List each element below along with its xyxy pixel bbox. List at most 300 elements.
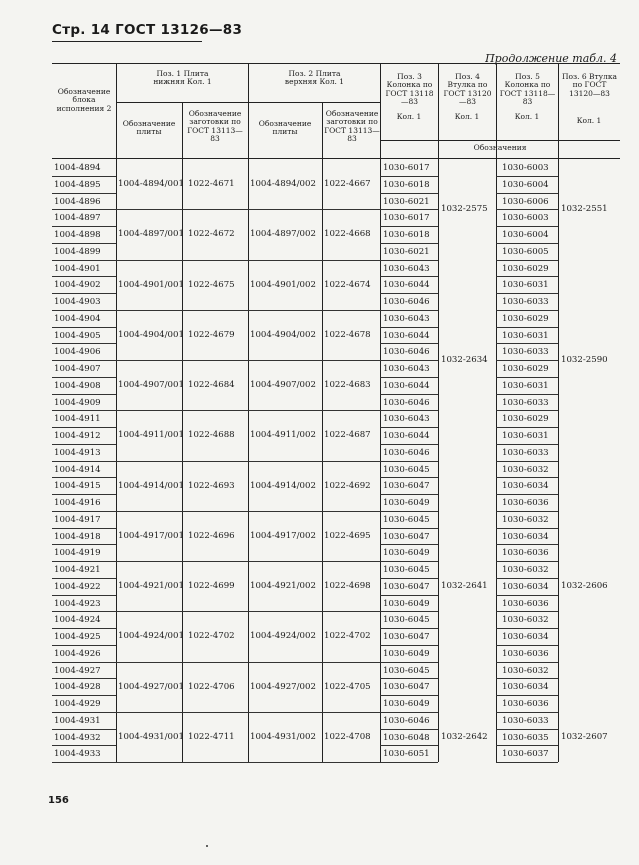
- pos5-rule: [496, 360, 558, 361]
- pos3-value: 1030-6021: [383, 246, 430, 257]
- pos3-rule: [380, 243, 438, 244]
- pos5-value: 1030-6036: [502, 598, 549, 609]
- pos1-plate: 1004-4904/001: [118, 329, 184, 340]
- pos3-rule: [380, 427, 438, 428]
- pos5-rule: [496, 260, 558, 261]
- pos3-value: 1030-6049: [383, 498, 430, 508]
- pos1-blank: 1022-4706: [188, 681, 235, 692]
- row-rule: [52, 578, 116, 579]
- pos1-plate: 1004-4901/001: [118, 279, 184, 290]
- row-rule: [52, 494, 116, 495]
- pos1-plate: 1004-4914/001: [118, 480, 184, 491]
- row-rule: [52, 360, 116, 361]
- pos3-rule: [380, 394, 438, 395]
- pos3-rule: [380, 762, 438, 763]
- pos4-value: 1032-2575: [441, 204, 488, 215]
- pos3-rule: [380, 511, 438, 512]
- row-rule: [52, 561, 116, 562]
- pos5-value: 1030-6029: [502, 364, 549, 374]
- row-rule: [52, 745, 116, 746]
- pos1-plate: 1004-4911/001: [118, 430, 184, 441]
- row-designation: 1004-4911: [54, 414, 101, 425]
- pos1-plate: 1004-4907/001: [118, 380, 184, 391]
- pos3-value: 1030-6043: [383, 414, 430, 425]
- pos5-value: 1030-6034: [502, 581, 549, 592]
- row-designation: 1004-4897: [54, 213, 101, 224]
- pos1-blank: 1022-4672: [188, 229, 235, 240]
- group-rule: [116, 662, 380, 663]
- pos2-blank: 1022-4698: [324, 581, 371, 592]
- pos5-qty: Кол. 1: [514, 112, 540, 121]
- pos5-value: 1030-6029: [502, 414, 549, 425]
- row-designation: 1004-4925: [54, 632, 101, 642]
- pos3-rule: [380, 260, 438, 261]
- pos3-rule: [380, 209, 438, 210]
- pos2-plate: 1004-4911/002: [250, 430, 316, 441]
- pos2-blank: 1022-4695: [324, 530, 371, 541]
- row-designation: 1004-4924: [54, 615, 101, 626]
- pos3-value: 1030-6047: [383, 632, 430, 642]
- pos5-value: 1030-6032: [502, 464, 549, 475]
- pos3-rule: [380, 310, 438, 311]
- pos3-rule: [380, 494, 438, 495]
- table-body: [52, 159, 620, 762]
- row-designation: 1004-4917: [54, 514, 101, 525]
- designations-subheader: Обозначения: [473, 143, 527, 152]
- pos2-blank: 1022-4705: [324, 681, 371, 692]
- pos5-value: 1030-6033: [502, 447, 549, 458]
- speck: [206, 845, 208, 847]
- pos2-blank: 1022-4667: [324, 179, 371, 190]
- row-designation: 1004-4922: [54, 581, 101, 592]
- pos2-blank: 1022-4692: [324, 480, 371, 491]
- pos3-rule: [380, 561, 438, 562]
- pos3-value: 1030-6049: [383, 598, 430, 609]
- pos5-rule: [496, 293, 558, 294]
- pos5-rule: [496, 544, 558, 545]
- pos5-rule: [496, 628, 558, 629]
- pos2-blank: 1022-4678: [324, 329, 371, 340]
- pos5-rule: [496, 410, 558, 411]
- group-rule: [116, 561, 380, 562]
- pos5-rule: [496, 427, 558, 428]
- row-designation: 1004-4914: [54, 464, 101, 475]
- pos3-rule: [380, 444, 438, 445]
- pos5-rule: [496, 745, 558, 746]
- pos3-rule: [380, 678, 438, 679]
- row-designation: 1004-4919: [54, 548, 101, 559]
- pos3-qty: Кол. 1: [396, 112, 422, 121]
- pos5-value: 1030-6034: [502, 682, 549, 693]
- pos1-plate-header: Обозначение плиты: [122, 119, 176, 137]
- pos5-rule: [496, 578, 558, 579]
- pos6-value: 1032-2551: [561, 204, 608, 215]
- pos5-value: 1030-6034: [502, 632, 549, 642]
- pos3-rule: [380, 712, 438, 713]
- pos2-plate: 1004-4897/002: [250, 229, 316, 240]
- row-designation: 1004-4895: [54, 179, 101, 190]
- row-rule: [52, 226, 116, 227]
- pos5-rule: [496, 712, 558, 713]
- pos3-value: 1030-6046: [383, 447, 430, 458]
- pos5-value: 1030-6035: [502, 732, 549, 743]
- vline-8: [558, 159, 559, 762]
- pos3-value: 1030-6021: [383, 196, 430, 207]
- row-designation: 1004-4904: [54, 313, 101, 324]
- pos5-rule: [496, 243, 558, 244]
- group-rule: [116, 762, 380, 763]
- row-rule: [52, 645, 116, 646]
- pos2-plate: 1004-4917/002: [250, 530, 316, 541]
- row-designation: 1004-4908: [54, 380, 101, 391]
- row-rule: [52, 461, 116, 462]
- pos3-rule: [380, 729, 438, 730]
- pos3-value: 1030-6044: [383, 280, 430, 291]
- header-vsub-1: [182, 102, 183, 158]
- pos2-blank-header: Обозначение заготовки по ГОСТ 13113—83: [324, 109, 380, 144]
- pos3-value: 1030-6045: [383, 565, 430, 575]
- pos5-value: 1030-6033: [502, 397, 549, 408]
- pos3-rule: [380, 662, 438, 663]
- pos5-value: 1030-6032: [502, 514, 549, 525]
- pos2-blank: 1022-4683: [324, 380, 371, 391]
- pos2-plate: 1004-4914/002: [250, 480, 316, 491]
- pos5-rule: [496, 528, 558, 529]
- pos4-qty: Кол. 1: [454, 112, 480, 121]
- pos5-value: 1030-6032: [502, 615, 549, 626]
- pos5-value: 1030-6006: [502, 196, 549, 207]
- pos3-rule: [380, 193, 438, 194]
- row-rule: [52, 729, 116, 730]
- pos3-rule: [380, 276, 438, 277]
- row-designation: 1004-4931: [54, 715, 101, 726]
- col-pos3-header: Поз. 3 Колонка по ГОСТ 13118—83: [380, 64, 438, 158]
- pos2-blank: 1022-4674: [324, 279, 371, 290]
- page-number: 156: [48, 795, 69, 806]
- pos5-rule: [496, 561, 558, 562]
- pos3-value: 1030-6046: [383, 715, 430, 726]
- pos3-value: 1030-6043: [383, 263, 430, 274]
- pos4-value: 1032-2634: [441, 355, 488, 365]
- row-designation: 1004-4909: [54, 397, 101, 408]
- group-rule: [116, 461, 380, 462]
- row-rule: [52, 427, 116, 428]
- vline-6: [438, 159, 439, 762]
- pos5-value: 1030-6036: [502, 498, 549, 508]
- row-rule: [52, 511, 116, 512]
- row-rule: [52, 444, 116, 445]
- pos3-rule: [380, 595, 438, 596]
- pos3-value: 1030-6044: [383, 330, 430, 341]
- group-rule: [116, 611, 380, 612]
- row-rule: [52, 193, 116, 194]
- pos3-rule: [380, 461, 438, 462]
- row-designation: 1004-4929: [54, 699, 101, 709]
- pos3-value: 1030-6046: [383, 397, 430, 408]
- pos1-plate: 1004-4917/001: [118, 530, 184, 541]
- pos1-blank: 1022-4702: [188, 631, 235, 642]
- pos3-value: 1030-6049: [383, 648, 430, 659]
- pos5-value: 1030-6037: [502, 749, 549, 760]
- pos3-rule: [380, 410, 438, 411]
- pos5-rule: [496, 310, 558, 311]
- group-rule: [116, 511, 380, 512]
- row-designation: 1004-4898: [54, 230, 101, 240]
- pos1-blank: 1022-4688: [188, 430, 235, 441]
- group-rule: [116, 209, 380, 210]
- pos4-value: 1032-2641: [441, 581, 488, 592]
- pos3-value: 1030-6043: [383, 313, 430, 324]
- group-rule: [116, 712, 380, 713]
- header-subdivider: [116, 102, 380, 103]
- pos3-value: 1030-6049: [383, 548, 430, 559]
- pos3-value: 1030-6047: [383, 531, 430, 542]
- pos3-value: 1030-6044: [383, 380, 430, 391]
- pos5-rule: [496, 494, 558, 495]
- data-table: [52, 63, 620, 762]
- pos5-value: 1030-6034: [502, 531, 549, 542]
- pos5-value: 1030-6031: [502, 431, 549, 441]
- pos5-rule: [496, 343, 558, 344]
- row-rule: [52, 243, 116, 244]
- pos5-value: 1030-6004: [502, 179, 549, 190]
- pos2-plate-header: Обозначение плиты: [258, 119, 312, 137]
- pos5-rule: [496, 729, 558, 730]
- pos6-value: 1032-2606: [561, 581, 608, 592]
- pos3-value: 1030-6046: [383, 347, 430, 358]
- table-header: [52, 63, 620, 159]
- col-pos2-header: Поз. 2 Плита верхняя Кол. 1: [248, 64, 380, 158]
- row-designation: 1004-4903: [54, 297, 101, 307]
- pos3-value: 1030-6018: [383, 230, 430, 240]
- pos3-rule: [380, 528, 438, 529]
- pos5-value: 1030-6036: [502, 548, 549, 559]
- row-designation: 1004-4928: [54, 682, 101, 693]
- row-rule: [52, 260, 116, 261]
- pos5-value: 1030-6036: [502, 699, 549, 709]
- row-rule: [52, 528, 116, 529]
- pos3-rule: [380, 745, 438, 746]
- col-designation-header: Обозначение блока исполнения 2: [56, 87, 112, 113]
- pos3-value: 1030-6048: [383, 732, 430, 743]
- pos1-plate: 1004-4897/001: [118, 229, 184, 240]
- pos5-value: 1030-6036: [502, 648, 549, 659]
- pos2-plate: 1004-4927/002: [250, 681, 316, 692]
- header-vsub-2: [322, 102, 323, 158]
- row-designation: 1004-4923: [54, 598, 101, 609]
- row-rule: [52, 628, 116, 629]
- pos2-plate: 1004-4924/002: [250, 631, 316, 642]
- pos1-blank: 1022-4671: [188, 179, 235, 190]
- pos3-rule: [380, 628, 438, 629]
- pos5-rule: [496, 444, 558, 445]
- pos2-plate: 1004-4931/002: [250, 731, 316, 742]
- pos5-value: 1030-6033: [502, 297, 549, 307]
- row-rule: [52, 176, 116, 177]
- pos1-blank: 1022-4693: [188, 480, 235, 491]
- row-designation: 1004-4901: [54, 263, 101, 274]
- pos3-rule: [380, 695, 438, 696]
- pos3-value: 1030-6043: [383, 364, 430, 374]
- pos5-value: 1030-6029: [502, 263, 549, 274]
- pos3-value: 1030-6044: [383, 431, 430, 441]
- row-designation: 1004-4894: [54, 163, 101, 173]
- pos5-rule: [496, 327, 558, 328]
- pos5-rule: [496, 394, 558, 395]
- row-designation: 1004-4915: [54, 481, 101, 492]
- pos3-value: 1030-6017: [383, 213, 430, 224]
- row-designation: 1004-4926: [54, 648, 101, 659]
- pos5-rule: [496, 762, 558, 763]
- row-designation: 1004-4932: [54, 732, 101, 743]
- pos3-rule: [380, 343, 438, 344]
- pos2-plate: 1004-4907/002: [250, 380, 316, 391]
- pos3-value: 1030-6047: [383, 682, 430, 693]
- row-rule: [52, 310, 116, 311]
- pos3-value: 1030-6045: [383, 464, 430, 475]
- pos5-rule: [496, 193, 558, 194]
- row-rule: [52, 209, 116, 210]
- pos3-rule: [380, 327, 438, 328]
- pos3-value: 1030-6051: [383, 749, 430, 760]
- pos3-rule: [380, 360, 438, 361]
- pos1-plate: 1004-4927/001: [118, 681, 184, 692]
- row-rule: [52, 712, 116, 713]
- row-rule: [52, 377, 116, 378]
- pos5-rule: [496, 377, 558, 378]
- pos3-value: 1030-6018: [383, 179, 430, 190]
- pos5-rule: [496, 276, 558, 277]
- pos3-value: 1030-6017: [383, 163, 430, 173]
- row-rule: [52, 276, 116, 277]
- pos5-value: 1030-6033: [502, 715, 549, 726]
- pos2-plate: 1004-4894/002: [250, 179, 316, 190]
- pos5-value: 1030-6003: [502, 163, 549, 173]
- page-header: Стр. 14 ГОСТ 13126—83: [52, 22, 243, 38]
- pos3-value: 1030-6045: [383, 514, 430, 525]
- pos3-rule: [380, 293, 438, 294]
- pos5-rule: [496, 461, 558, 462]
- pos5-value: 1030-6032: [502, 665, 549, 676]
- pos3-value: 1030-6045: [383, 665, 430, 676]
- pos2-blank: 1022-4702: [324, 631, 371, 642]
- row-rule: [52, 595, 116, 596]
- pos1-plate: 1004-4931/001: [118, 731, 184, 742]
- row-designation: 1004-4905: [54, 330, 101, 341]
- pos1-plate: 1004-4894/001: [118, 179, 184, 190]
- pos1-blank: 1022-4711: [188, 731, 235, 742]
- pos3-rule: [380, 578, 438, 579]
- group-rule: [116, 410, 380, 411]
- group-rule: [116, 310, 380, 311]
- pos6-qty: Кол. 1: [576, 116, 602, 125]
- row-rule: [52, 477, 116, 478]
- row-rule: [52, 394, 116, 395]
- pos1-plate: 1004-4921/001: [118, 581, 184, 592]
- pos6-value: 1032-2607: [561, 731, 608, 742]
- pos2-blank: 1022-4668: [324, 229, 371, 240]
- header-designations-divider: [380, 140, 620, 141]
- group-rule: [116, 260, 380, 261]
- pos3-rule: [380, 377, 438, 378]
- row-designation: 1004-4907: [54, 364, 101, 374]
- pos5-rule: [496, 477, 558, 478]
- pos2-plate: 1004-4921/002: [250, 581, 316, 592]
- pos5-value: 1030-6031: [502, 280, 549, 291]
- pos3-value: 1030-6046: [383, 297, 430, 307]
- pos3-value: 1030-6047: [383, 481, 430, 492]
- row-designation: 1004-4916: [54, 498, 101, 508]
- pos4-value: 1032-2642: [441, 731, 488, 742]
- row-rule: [52, 544, 116, 545]
- row-rule: [52, 662, 116, 663]
- pos3-rule: [380, 611, 438, 612]
- pos5-rule: [496, 595, 558, 596]
- pos1-blank: 1022-4675: [188, 279, 235, 290]
- pos5-rule: [496, 226, 558, 227]
- row-designation: 1004-4918: [54, 531, 101, 542]
- continuation-label: Продолжение табл. 4: [485, 52, 617, 65]
- pos6-value: 1032-2590: [561, 355, 608, 365]
- pos1-blank: 1022-4679: [188, 329, 235, 340]
- row-rule: [52, 410, 116, 411]
- row-rule: [52, 327, 116, 328]
- row-designation: 1004-4899: [54, 246, 101, 257]
- row-rule: [52, 678, 116, 679]
- pos3-value: 1030-6049: [383, 699, 430, 709]
- pos2-blank: 1022-4687: [324, 430, 371, 441]
- pos1-blank-header: Обозначение заготовки по ГОСТ 13113—83: [187, 109, 243, 144]
- row-designation: 1004-4927: [54, 665, 101, 676]
- pos3-rule: [380, 176, 438, 177]
- pos5-rule: [496, 209, 558, 210]
- pos5-rule: [496, 611, 558, 612]
- row-designation: 1004-4933: [54, 749, 101, 760]
- pos5-value: 1030-6004: [502, 230, 549, 240]
- pos2-plate: 1004-4904/002: [250, 329, 316, 340]
- row-rule: [52, 611, 116, 612]
- row-designation: 1004-4902: [54, 280, 101, 291]
- col-pos5-header: Поз. 5 Колонка по ГОСТ 13118—83: [496, 64, 558, 158]
- col-pos6-header: Поз. 6 Втулка по ГОСТ 13120—83: [558, 64, 620, 158]
- col-pos4-header: Поз. 4 Втулка по ГОСТ 13120—83: [438, 64, 496, 158]
- pos1-blank: 1022-4684: [188, 380, 235, 391]
- pos3-rule: [380, 544, 438, 545]
- pos5-value: 1030-6034: [502, 481, 549, 492]
- row-designation: 1004-4921: [54, 565, 101, 575]
- pos5-value: 1030-6031: [502, 330, 549, 341]
- col-pos1-header: Поз. 1 Плита нижняя Кол. 1: [116, 64, 248, 158]
- pos5-rule: [496, 645, 558, 646]
- pos5-rule: [496, 678, 558, 679]
- pos5-rule: [496, 695, 558, 696]
- row-designation: 1004-4912: [54, 431, 101, 441]
- pos2-plate: 1004-4901/002: [250, 279, 316, 290]
- pos5-value: 1030-6033: [502, 347, 549, 358]
- row-designation: 1004-4896: [54, 196, 101, 207]
- pos5-value: 1030-6005: [502, 246, 549, 257]
- group-rule: [116, 360, 380, 361]
- pos1-plate: 1004-4924/001: [118, 631, 184, 642]
- pos1-blank: 1022-4699: [188, 581, 235, 592]
- pos5-value: 1030-6032: [502, 565, 549, 575]
- pos5-rule: [496, 511, 558, 512]
- row-rule: [52, 293, 116, 294]
- pos2-blank: 1022-4708: [324, 731, 371, 742]
- pos5-value: 1030-6003: [502, 213, 549, 224]
- pos3-value: 1030-6045: [383, 615, 430, 626]
- row-rule: [52, 343, 116, 344]
